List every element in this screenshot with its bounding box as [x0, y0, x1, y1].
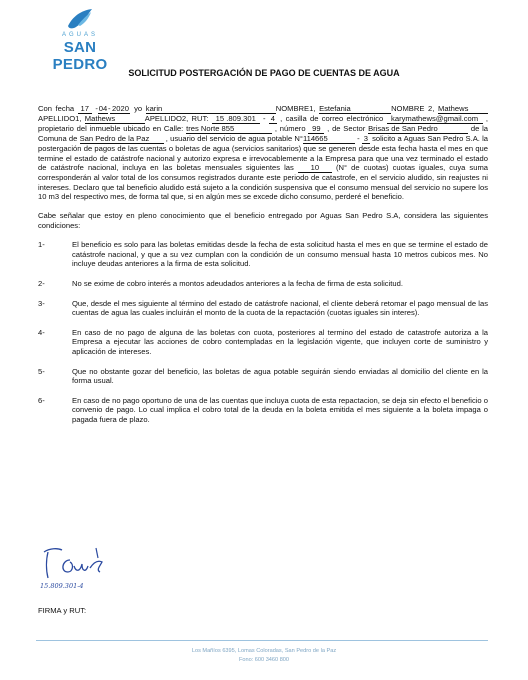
- month-field[interactable]: 04: [98, 104, 108, 113]
- intro-text: , de Sector: [324, 124, 369, 133]
- document-body: [38, 104, 488, 424]
- condition-number: 6-: [38, 395, 45, 405]
- notice-paragraph: Cabe señalar que estoy en pleno conocimiento que el beneficio entregado por Aguas San Pedro S.A, considera las siguientes condiciones:: [38, 210, 488, 230]
- condition-item: [38, 299, 488, 318]
- house-number-field[interactable]: 99: [308, 125, 324, 134]
- second-name-field[interactable]: Estefania: [319, 105, 391, 114]
- street-field[interactable]: tres Norte 855: [186, 125, 272, 134]
- condition-text: El beneficio es solo para las boletas emitidas desde la fecha de esta solicitud hasta el mes en que se termine el estado de catástrofe nacional, y que a su vez cumplan con la condición de un consumo mensual hasta 10 metros cubicos mes. No incluye deudas anteriores a la firma de esta solicitud.: [72, 240, 488, 269]
- logo-small-text: AGUAS: [61, 32, 98, 38]
- signature-label: FIRMA y RUT:: [38, 606, 87, 615]
- intro-text: -: [259, 114, 269, 123]
- logo-brand-text: SAN PEDRO: [52, 39, 108, 73]
- year-field[interactable]: 2020: [112, 104, 129, 113]
- footer-divider: [36, 640, 488, 641]
- condition-item: [38, 279, 488, 289]
- first-surname-field[interactable]: Mathews: [438, 105, 488, 114]
- water-drop-icon: [64, 8, 96, 30]
- rut-field[interactable]: 15 .809.301: [212, 115, 260, 124]
- footer-phone: Fono: 600 3460 800: [238, 657, 290, 663]
- condition-item: [38, 240, 488, 269]
- signature-scribble: [40, 538, 120, 584]
- condition-number: 1-: [38, 240, 45, 250]
- signature-rut-text: 15.809.301-4: [40, 582, 84, 590]
- document-title: SOLICITUD POSTERGACIÓN DE PAGO DE CUENTAS DE AGUA: [128, 68, 400, 78]
- comuna-field[interactable]: San Pedro de la Paz: [80, 135, 164, 144]
- intro-text: -: [91, 104, 98, 113]
- service-number-field[interactable]: 114665: [303, 135, 355, 144]
- condition-text: En caso de no pago oportuno de una de las cuentas que incluya cuota de esta repactacion, se deja sin efecto el beneficio o convenio de pago. Lo cual implica el cobro total de la deuda en la boleta emitida el mes siguiente a la boleta impaga o pagada fuera de plazo.: [72, 395, 488, 424]
- intro-text: , propietario del inmueble ubicado en Calle:: [38, 114, 488, 133]
- condition-text: Que, desde el mes siguiente al término del estado de catástrofe nacional, el cliente deberá retomar el pago mensual de las cuentas de agua las cuales incluirán el monto de la cuota de la repactación (cuotas iguales sin interes).: [72, 298, 488, 318]
- condition-text: Que no obstante gozar del beneficio, las boletas de agua potable seguirán siendo enviadas al domicilio del cliente en la forma usual.: [72, 366, 488, 386]
- email-field[interactable]: karymathews@gmail.com: [387, 115, 483, 124]
- condition-text: En caso de no pago de alguna de las boletas con cuota, posteriores al termino del estado de catastrofe autoriza a la Empresa a ejecutar las acciones de cobro contempladas en la legislación vigente, que incluyen corte de suministro y aplicación de intereses.: [72, 327, 488, 356]
- intro-text: APELLIDO1,: [38, 114, 85, 123]
- handwritten-signature: [40, 538, 120, 598]
- intro-text: yo: [130, 104, 146, 113]
- first-name-field[interactable]: karin: [146, 105, 276, 114]
- condition-number: 2-: [38, 278, 45, 288]
- condition-item: [38, 367, 488, 386]
- condition-item: [38, 396, 488, 425]
- intro-text: solicito a Aguas San Pedro S.A. la postergación de pagos de las cuentas o boletas de agua (servicios sanitarios) que se generen desde esta fecha hasta el mes en que termine el estado de catástrofe nacional y autorizo expresa e irrevocablemente a la Empresa para que una vez terminado el estado de catástrofe nacional, incluya en las boletas mensuales siguientes las: [38, 134, 488, 173]
- service-dv-field[interactable]: 3: [363, 134, 369, 143]
- installments-field[interactable]: 10: [298, 164, 332, 173]
- second-surname-field[interactable]: Mathews: [85, 115, 145, 124]
- intro-text: NOMBRE 2,: [391, 104, 435, 113]
- condition-number: 3-: [38, 298, 45, 308]
- intro-paragraph: [38, 104, 488, 202]
- condition-number: 5-: [38, 366, 45, 376]
- intro-text: , casilla de correo electrónico: [276, 114, 387, 123]
- rut-dv-field[interactable]: 4: [270, 114, 275, 123]
- sector-field[interactable]: Brisas de San Pedro: [368, 125, 468, 134]
- intro-text: , número: [272, 124, 309, 133]
- intro-text: NOMBRE1,: [275, 104, 320, 113]
- company-logo: [40, 8, 120, 73]
- intro-text: Con fecha: [38, 104, 78, 113]
- intro-text: APELLIDO2, RUT:: [144, 114, 212, 123]
- intro-text: de la Comuna de: [38, 124, 489, 143]
- day-field[interactable]: 17: [78, 105, 92, 114]
- footer-address: Los Mañíos 6395, Lomas Coloradas, San Pedro de la Paz: [191, 648, 337, 654]
- condition-item: [38, 328, 488, 357]
- condition-number: 4-: [38, 327, 45, 337]
- intro-text: , usuario del servicio de agua potable N°: [163, 134, 303, 143]
- intro-text: (N° de cuotas) cuotas iguales, cuya suma corresponderán al valor total de los consumos registrados durante este periodo de catastrofe, en el servicio aludido, sin reajustes ni intereses. Declaro que tal beneficio aludido está sujeto a la condición suspensiva que el consumo mensual del servicio no supere los 10 m3 del respectivo mes, de forma tal que, si en algún mes se excede dicho consumo, perderé el beneficio.: [38, 163, 488, 202]
- intro-text: -: [354, 134, 362, 143]
- intro-text: -: [107, 104, 111, 113]
- condition-text: No se exime de cobro interés a montos adeudados anteriores a la fecha de firma de esta solicitud.: [72, 278, 403, 288]
